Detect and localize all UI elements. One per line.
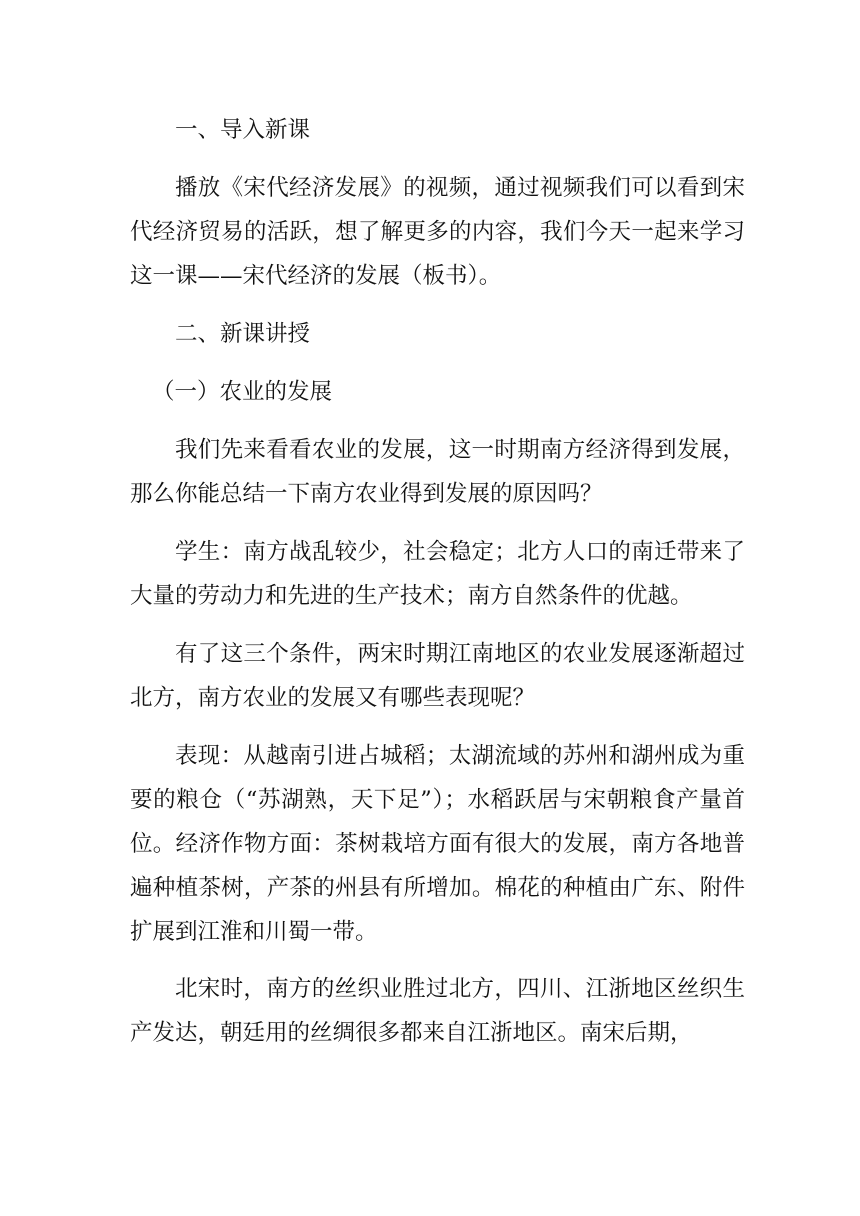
paragraph-three-conditions: 有了这三个条件，两宋时期江南地区的农业发展逐渐超过北方，南方农业的发展又有哪些表现呢？ <box>130 641 745 711</box>
paragraph-agriculture-question: 我们先来看看农业的发展，这一时期南方经济得到发展，那么你能总结一下南方农业得到发展的原因吗？ <box>130 437 745 507</box>
subsection-heading-agriculture: （一）农业的发展 <box>152 379 333 405</box>
document-body <box>130 108 745 1069</box>
section-heading-new-lesson: 二、新课讲授 <box>175 321 311 347</box>
section-heading-intro: 一、导入新课 <box>175 117 311 143</box>
paragraph-student-answer: 学生：南方战乱较少，社会稳定；北方人口的南迁带来了大量的劳动力和先进的生产技术；南方自然条件的优越。 <box>130 539 745 609</box>
paragraph-intro-video: 播放《宋代经济发展》的视频，通过视频我们可以看到宋代经济贸易的活跃，想了解更多的内容，我们今天一起来学习这一课——宋代经济的发展（板书）。 <box>130 175 745 289</box>
paragraph-silk-industry: 北宋时，南方的丝织业胜过北方，四川、江浙地区丝织生产发达，朝廷用的丝绸很多都来自江浙地区。南宋后期， <box>130 976 745 1046</box>
paragraph-manifestations: 表现：从越南引进占城稻；太湖流域的苏州和湖州成为重要的粮仓（“苏湖熟，天下足”）；水稻跃居与宋朝粮食产量首位。经济作物方面：茶树栽培方面有很大的发展，南方各地普遍种植茶树，产茶的州县有所增加。棉花的种植由广东、附件扩展到江淮和川蜀一带。 <box>130 743 745 945</box>
